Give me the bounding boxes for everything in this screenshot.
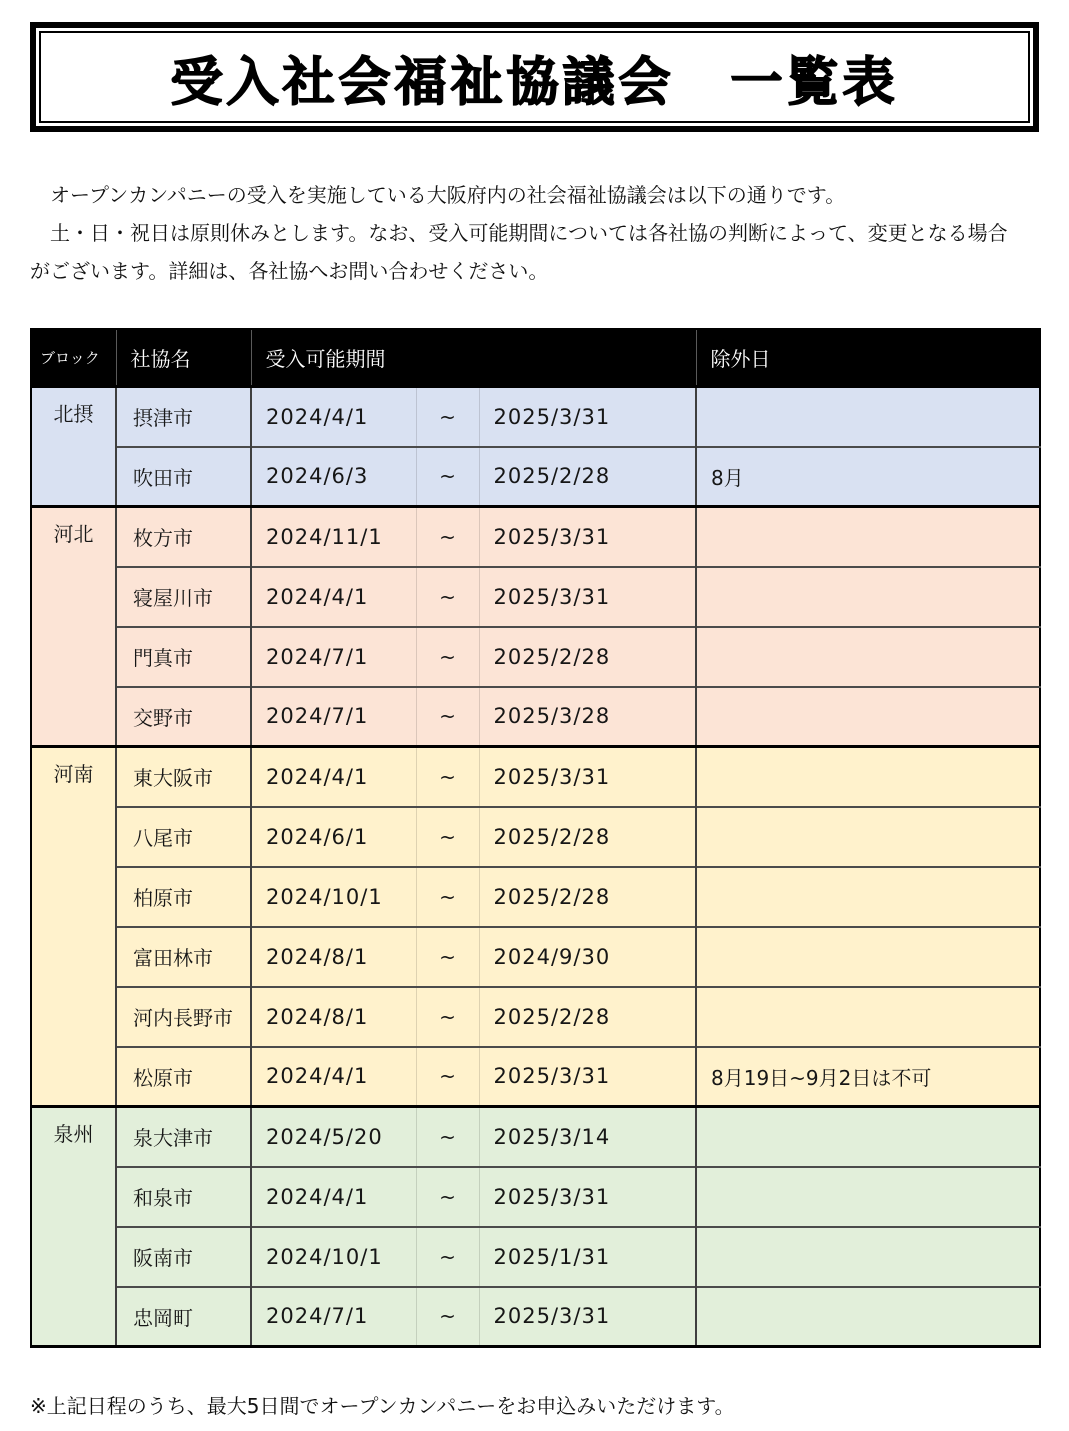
excluded-days [696,747,1040,807]
header-excluded: 除外日 [696,329,1040,387]
period-start: 2024/7/1 [251,1287,416,1347]
council-name: 東大阪市 [116,747,251,807]
intro-line-3: がございます。詳細は、各社協へお問い合わせください。 [30,259,549,283]
block-label: 泉州 [31,1107,116,1347]
period-start: 2024/10/1 [251,867,416,927]
council-name: 摂津市 [116,387,251,447]
period-tilde: ~ [416,987,479,1047]
period-tilde: ~ [416,387,479,447]
period-end: 2025/1/31 [479,1227,696,1287]
period-end: 2025/3/31 [479,1287,696,1347]
period-tilde: ~ [416,1287,479,1347]
period-tilde: ~ [416,1047,479,1107]
period-end: 2024/9/30 [479,927,696,987]
council-name: 交野市 [116,687,251,747]
table-row [31,807,1040,867]
intro-line-1: オープンカンパニーの受入を実施している大阪府内の社会福祉協議会は以下の通りです。 [30,183,846,207]
block-label: 河北 [31,507,116,747]
page-title: 受入社会福祉協議会 一覧表 [170,52,899,113]
period-start: 2024/8/1 [251,987,416,1047]
excluded-days [696,1167,1040,1227]
period-start: 2024/5/20 [251,1107,416,1167]
table-row [31,627,1040,687]
period-start: 2024/4/1 [251,387,416,447]
excluded-days [696,867,1040,927]
council-name: 忠岡町 [116,1287,251,1347]
table-row [31,747,1040,807]
excluded-days [696,1227,1040,1287]
excluded-days [696,807,1040,867]
intro-paragraph [30,176,1039,290]
period-end: 2025/3/14 [479,1107,696,1167]
excluded-days [696,1107,1040,1167]
table-row [31,867,1040,927]
excluded-days [696,507,1040,567]
period-start: 2024/6/1 [251,807,416,867]
period-end: 2025/2/28 [479,627,696,687]
period-start: 2024/4/1 [251,567,416,627]
period-end: 2025/2/28 [479,867,696,927]
council-name: 柏原市 [116,867,251,927]
table-row [31,447,1040,507]
period-tilde: ~ [416,447,479,507]
council-name: 八尾市 [116,807,251,867]
period-tilde: ~ [416,927,479,987]
period-tilde: ~ [416,747,479,807]
table-row [31,1167,1040,1227]
period-tilde: ~ [416,1227,479,1287]
intro-line-2: 土・日・祝日は原則休みとします。なお、受入可能期間については各社協の判断によって、変更となる場合 [30,221,1008,245]
header-period: 受入可能期間 [251,329,696,387]
period-tilde: ~ [416,687,479,747]
excluded-days [696,627,1040,687]
period-start: 2024/7/1 [251,627,416,687]
period-tilde: ~ [416,1107,479,1167]
excluded-days: 8月19日~9月2日は不可 [696,1047,1040,1107]
title-box [30,22,1039,132]
council-name: 阪南市 [116,1227,251,1287]
table-row [31,1227,1040,1287]
schedule-table [30,328,1041,1348]
period-end: 2025/3/31 [479,567,696,627]
period-end: 2025/3/31 [479,747,696,807]
period-tilde: ~ [416,807,479,867]
council-name: 枚方市 [116,507,251,567]
table-row [31,1107,1040,1167]
period-tilde: ~ [416,867,479,927]
council-name: 泉大津市 [116,1107,251,1167]
table-header-row [31,329,1040,387]
period-start: 2024/8/1 [251,927,416,987]
table-row [31,567,1040,627]
period-tilde: ~ [416,567,479,627]
period-start: 2024/4/1 [251,1167,416,1227]
block-label: 河南 [31,747,116,1107]
period-start: 2024/6/3 [251,447,416,507]
table-row [31,687,1040,747]
excluded-days [696,1287,1040,1347]
excluded-days [696,687,1040,747]
excluded-days [696,987,1040,1047]
period-end: 2025/3/31 [479,1047,696,1107]
footnote: ※上記日程のうち、最大5日間でオープンカンパニーをお申込みいただけます。 [30,1394,735,1418]
period-end: 2025/3/31 [479,1167,696,1227]
period-start: 2024/7/1 [251,687,416,747]
period-end: 2025/3/28 [479,687,696,747]
period-end: 2025/3/31 [479,387,696,447]
period-end: 2025/2/28 [479,987,696,1047]
period-tilde: ~ [416,627,479,687]
council-name: 松原市 [116,1047,251,1107]
council-name: 寝屋川市 [116,567,251,627]
period-start: 2024/4/1 [251,1047,416,1107]
council-name: 和泉市 [116,1167,251,1227]
period-tilde: ~ [416,1167,479,1227]
table-row [31,927,1040,987]
council-name: 河内長野市 [116,987,251,1047]
table-row [31,987,1040,1047]
period-end: 2025/2/28 [479,807,696,867]
excluded-days: 8月 [696,447,1040,507]
period-start: 2024/10/1 [251,1227,416,1287]
period-start: 2024/4/1 [251,747,416,807]
header-council-name: 社協名 [116,329,251,387]
header-block: ブロック [31,329,116,387]
period-start: 2024/11/1 [251,507,416,567]
table-row [31,1287,1040,1347]
council-name: 吹田市 [116,447,251,507]
table-row [31,387,1040,447]
excluded-days [696,927,1040,987]
block-label: 北摂 [31,387,116,507]
title-box-inner [39,31,1030,123]
excluded-days [696,567,1040,627]
council-name: 富田林市 [116,927,251,987]
period-tilde: ~ [416,507,479,567]
period-end: 2025/2/28 [479,447,696,507]
council-name: 門真市 [116,627,251,687]
table-row [31,1047,1040,1107]
period-end: 2025/3/31 [479,507,696,567]
excluded-days [696,387,1040,447]
table-row [31,507,1040,567]
